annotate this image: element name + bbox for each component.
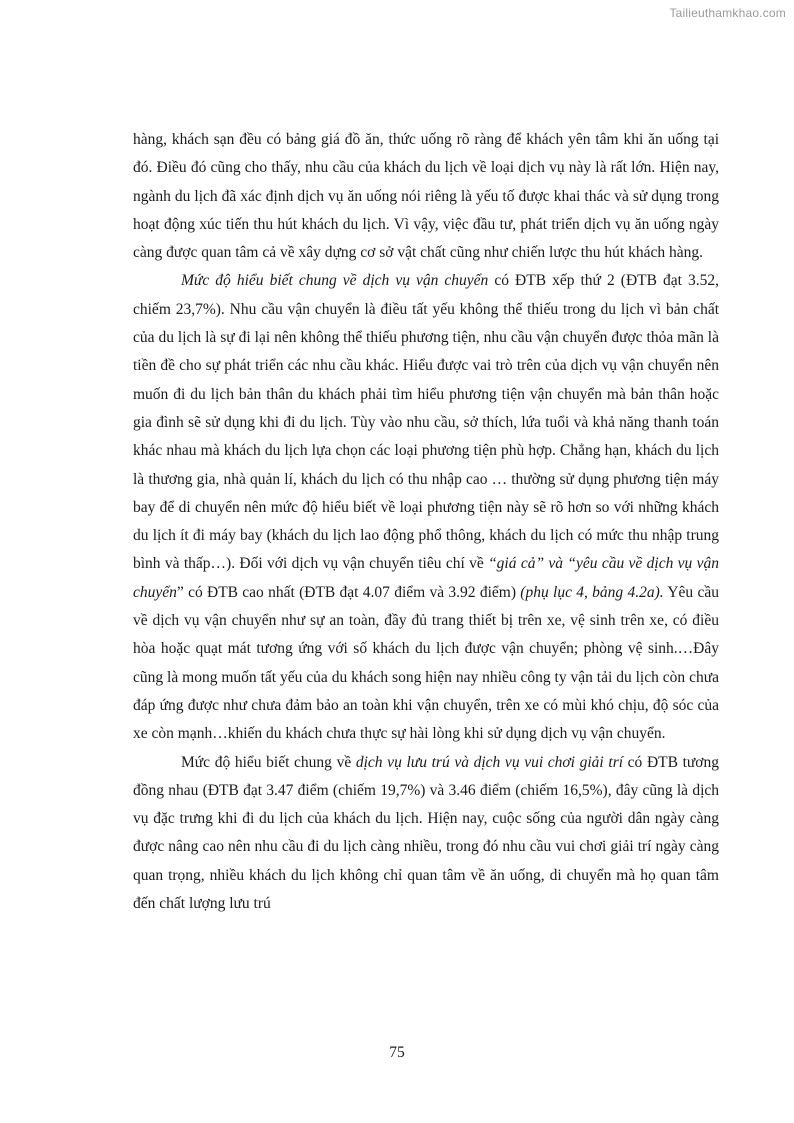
paragraph-2-text-3: Yêu cầu về dịch vụ vận chuyển như sự an toàn, đầy đủ trang thiết bị trên xe, vệ sinh trên xe, có điều hòa hoặc quạt mát tương ứng với số khách du lịch được vận chuyển; phòng vệ sinh.…Đây cũng là mong muốn tất yếu của du khách song hiện nay nhiều công ty vận tải du lịch còn chưa đáp ứng được như chưa đảm bảo an toàn khi vận chuyển, trên xe có mùi khó chịu, độ sóc của xe còn mạnh…khiến du khách chưa thực sự hài lòng khi sử dụng dịch vụ vận chuyển.	[133, 583, 719, 743]
paragraph-2-text-1: có ĐTB xếp thứ 2 (ĐTB đạt 3.52, chiếm 23,7%). Nhu cầu vận chuyển là điều tất yếu không thể thiếu trong du lịch vì bản chất của du lịch là sự đi lại nên không thể thiếu phương tiện, nhu cầu vận chuyển được thỏa mãn là tiền đề cho sự phát triển các nhu cầu khác. Hiểu được vai trò trên của dịch vụ vận chuyển nên muốn đi du lịch bản thân du khách phải tìm hiểu phương tiện vận chuyển mà bản thân hoặc gia đình sẽ sử dụng khi đi du lịch. Tùy vào nhu cầu, sở thích, lứa tuổi và khả năng thanh toán khác nhau mà khách du lịch lựa chọn các loại phương tiện phù hợp. Chẳng hạn, khách du lịch là thương gia, nhà quản lí, khách du lịch có thu nhập cao … thường sử dụng phương tiện máy bay để di chuyển nên mức độ hiểu biết về loại phương tiện này sẽ rõ hơn so với những khách du lịch ít đi máy bay (khách du lịch lao động phổ thông, khách du lịch có mức thu nhập trung bình và thấp…). Đối với dịch vụ vận chuyển tiêu chí về	[133, 272, 719, 573]
document-body	[133, 126, 719, 918]
watermark: Tailieuthamkhao.com	[669, 6, 786, 20]
paragraph-2-italic-criteria: “giá cả” và “yêu cầu về dịch vụ vận chuyển	[133, 555, 720, 601]
paragraph-2	[133, 267, 719, 748]
paragraph-2-italic-heading: Mức độ hiểu biết chung về dịch vụ vận chuyển	[181, 272, 489, 290]
page-number: 75	[389, 1044, 405, 1061]
paragraph-1: hàng, khách sạn đều có bảng giá đồ ăn, thức uống rõ ràng để khách yên tâm khi ăn uống tại đó. Điều đó cũng cho thấy, nhu cầu của khách du lịch về loại dịch vụ này là rất lớn. Hiện nay, ngành du lịch đã xác định dịch vụ ăn uống nói riêng là yếu tố được khai thác và sử dụng trong hoạt động xúc tiến thu hút khách du lịch. Vì vậy, việc đầu tư, phát triển dịch vụ ăn uống ngày càng được quan tâm cả về xây dựng cơ sở vật chất cũng như chiến lược thu hút khách hàng.	[133, 131, 719, 262]
paragraph-2-italic-reference: (phụ lục 4, bảng 4.2a).	[520, 583, 664, 601]
paragraph-2-text-2: ” có ĐTB cao nhất (ĐTB đạt 4.07 điểm và 3.92 điểm)	[176, 583, 521, 601]
paragraph-3	[133, 749, 719, 919]
paragraph-3-text-2: có ĐTB tương đồng nhau (ĐTB đạt 3.47 điểm (chiếm 19,7%) và 3.46 điểm (chiếm 16,5%), đây cũng là dịch vụ đặc trưng khi đi du lịch của khách du lịch. Hiện nay, cuộc sống của người dân ngày càng được nâng cao nên nhu cầu đi du lịch càng nhiều, trong đó nhu cầu vui chơi giải trí ngày càng quan trọng, nhiều khách du lịch không chỉ quan tâm về ăn uống, di chuyển mà họ quan tâm đến chất lượng lưu trú	[133, 753, 719, 913]
paragraph-3-italic-heading: dịch vụ lưu trú và dịch vụ vui chơi giải trí	[355, 753, 624, 771]
paragraph-3-text-1: Mức độ hiểu biết chung về	[181, 753, 356, 771]
